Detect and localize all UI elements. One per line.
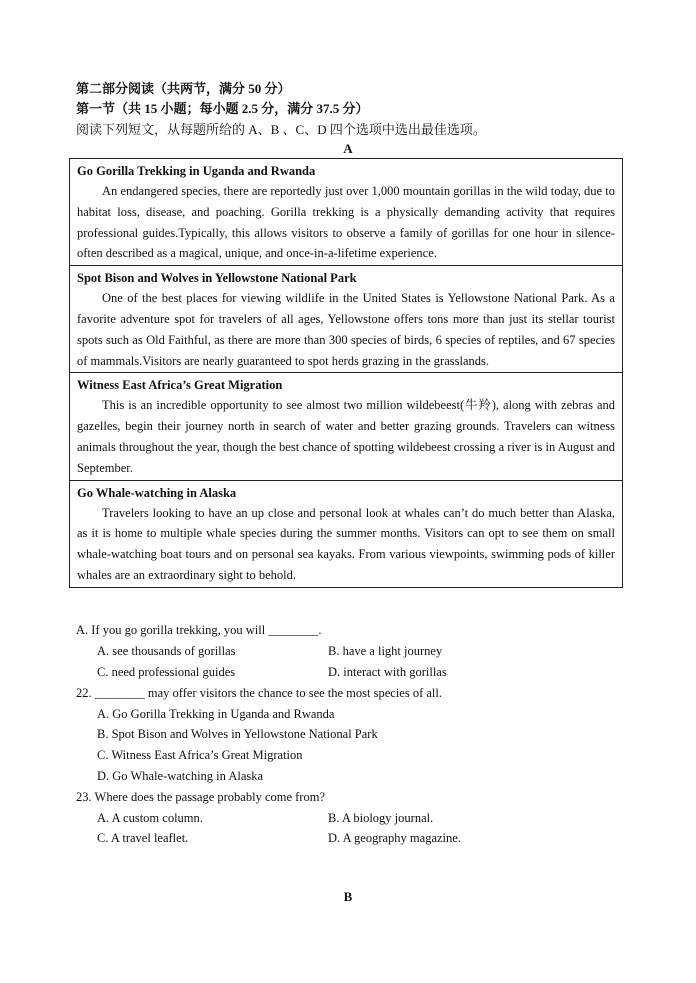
- entry-body: This is an incredible opportunity to see almost two million wildebeest(牛羚), along with zebras and gazelles, begin their journey north in search of water and better grazing grounds. Travelers can witness animals throughout the year, though the best chance of spotting wildebeest crossing a river is in August and September.: [77, 398, 615, 475]
- question-22-option-a: A. Go Gorilla Trekking in Uganda and Rwanda: [97, 707, 335, 721]
- section-heading: 第一节（共 15 小题；每小题 2.5 分，满分 37.5 分）: [76, 101, 369, 116]
- entry-body: Travelers looking to have an up close and personal look at whales can’t do much better than Alaska, as it is home to multiple whale species during the summer months. Visitors can opt to see them on small whale-watching boat tours and on personal sea kayaks. From various viewpoints, swimming pods of killer whales are an extraordinary sight to behold.: [77, 505, 615, 582]
- question-22-option-d: D. Go Whale-watching in Alaska: [97, 769, 264, 783]
- question-23-stem: 23. Where does the passage probably come from?: [76, 790, 325, 804]
- entry-body: One of the best places for viewing wildlife in the United States is Yellowstone National Park. As a favorite adventure spot for travelers of all ages, Yellowstone offers tons more than just its stellar tourist spots such as Old Faithful, as there are more than 300 species of birds, 6 species of reptiles, and 67 species of mammals.Visitors are nearly guaranteed to spot herds grazing in the grasslands.: [77, 291, 615, 368]
- question-23-option-c: C. A travel leaflet.: [97, 831, 189, 845]
- question-22-option-c: C. Witness East Africa’s Great Migration: [97, 748, 303, 762]
- question-23-option-b: B. A biology journal.: [328, 811, 434, 825]
- question-21-stem: A. If you go gorilla trekking, you will ________.: [76, 623, 322, 637]
- question-21-option-d: D. interact with gorillas: [328, 665, 447, 679]
- entry-whale: [70, 481, 622, 587]
- instruction-text: 阅读下列短文，从每题所给的 A、B 、C、D 四个选项中选出最佳选项。: [76, 122, 486, 137]
- entry-title: Spot Bison and Wolves in Yellowstone National Park: [77, 271, 357, 286]
- question-23-option-a: A. A custom column.: [97, 811, 203, 825]
- entry-gorilla: [70, 159, 622, 266]
- entry-migration: [70, 373, 622, 480]
- entry-title: Witness East Africa’s Great Migration: [77, 378, 283, 393]
- entry-yellowstone: [70, 266, 622, 373]
- question-21-option-c: C. need professional guides: [97, 665, 236, 679]
- question-21-option-a: A. see thousands of gorillas: [97, 644, 236, 658]
- question-22-stem: 22. ________ may offer visitors the chance to see the most species of all.: [76, 686, 442, 700]
- passage-label-a: A: [343, 141, 353, 156]
- entry-title: Go Whale-watching in Alaska: [77, 485, 237, 500]
- part-heading: 第二部分阅读（共两节，满分 50 分）: [76, 81, 291, 96]
- question-21-option-b: B. have a light journey: [328, 644, 443, 658]
- passage-label-b: B: [343, 889, 353, 904]
- question-23-option-d: D. A geography magazine.: [328, 831, 461, 845]
- entry-title: Go Gorilla Trekking in Uganda and Rwanda: [77, 164, 316, 178]
- passage-table: [69, 158, 623, 588]
- question-22-option-b: B. Spot Bison and Wolves in Yellowstone National Park: [97, 727, 378, 741]
- entry-body: An endangered species, there are reportedly just over 1,000 mountain gorillas in the wild today, due to habitat loss, disease, and poaching. Gorilla trekking is a physically demanding activity that requires professional guides.Typically, this allows visitors to observe a family of gorillas for one hour in silence-often described as a magical, unique, and once-in-a-lifetime experience.: [77, 184, 615, 261]
